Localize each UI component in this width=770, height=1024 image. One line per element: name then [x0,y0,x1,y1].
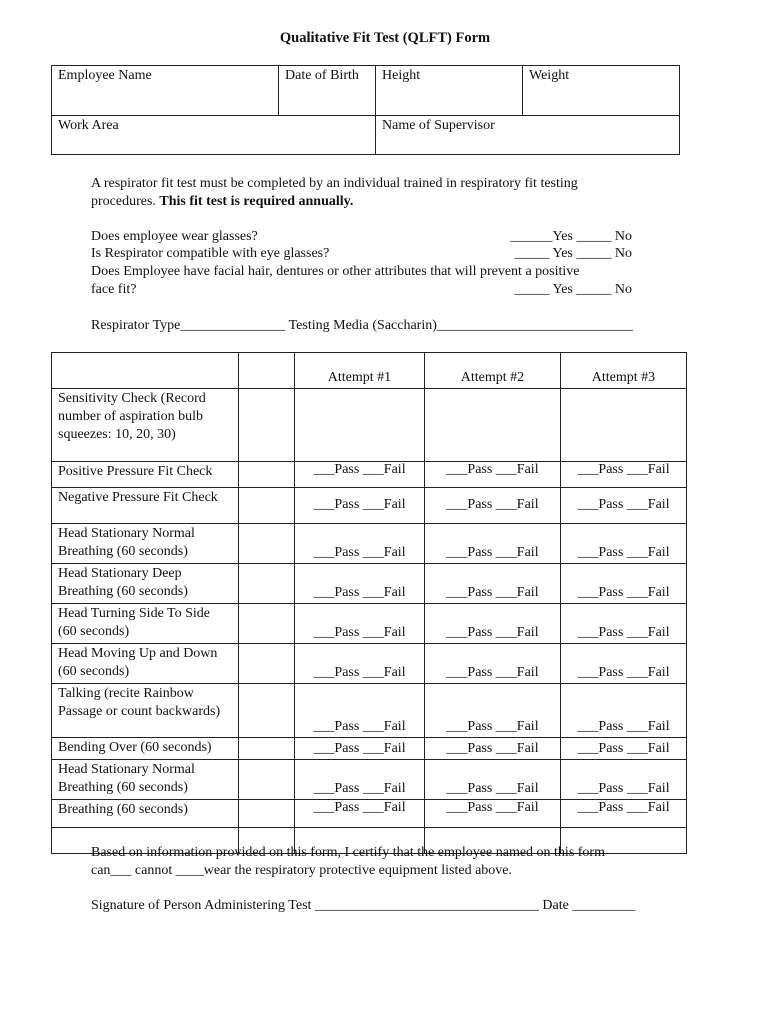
pass-fail-attempt-2[interactable]: ___Pass ___Fail [425,462,561,488]
blank-cell [239,760,295,800]
work-area-field[interactable] [52,116,376,155]
header-blank-cell [239,353,295,389]
intro-paragraph [91,175,636,211]
pass-fail-attempt-1[interactable]: ___Pass ___Fail [295,644,425,684]
question-facial-hair [91,264,651,281]
row-label-negative-pressure: Negative Pressure Fit Check [52,488,239,524]
pass-fail-attempt-1[interactable]: ___Pass ___Fail [295,604,425,644]
blank-cell [239,389,295,462]
attempt-1-header: Attempt #1 [295,353,425,389]
question-face-fit-answer[interactable]: _____ Yes _____ No [514,282,632,297]
pass-fail-attempt-1[interactable]: ___Pass ___Fail [295,488,425,524]
row-label-breathing: Breathing (60 seconds) [52,800,239,828]
row-label-head-turning: Head Turning Side To Side (60 seconds) [52,604,239,644]
blank-cell [239,800,295,828]
pass-fail-attempt-2[interactable]: ___Pass ___Fail [425,644,561,684]
supervisor-field[interactable] [376,116,680,155]
certification-line-2[interactable]: can___ cannot ____wear the respiratory protective equipment listed above. [91,863,513,878]
table-row [52,389,687,462]
pass-fail-attempt-2[interactable]: ___Pass ___Fail [425,800,561,828]
pass-fail-attempt-3[interactable]: ___Pass ___Fail [561,760,687,800]
blank-cell [239,564,295,604]
form-title: Qualitative Fit Test (QLFT) Form [279,30,491,46]
pass-fail-attempt-2[interactable]: ___Pass ___Fail [425,738,561,760]
pass-fail-attempt-1[interactable]: ___Pass ___Fail [295,738,425,760]
attempt-3-header: Attempt #3 [561,353,687,389]
row-label-talking: Talking (recite Rainbow Passage or count backwards) [52,684,239,738]
row-label-head-stationary-normal: Head Stationary Normal Breathing (60 seconds) [52,524,239,564]
question-face-fit-text: face fit? [91,282,137,297]
pass-fail-attempt-1[interactable]: ___Pass ___Fail [295,760,425,800]
employee-name-field[interactable] [52,66,279,116]
blank-cell [239,738,295,760]
fit-test-table [51,352,687,854]
signature-line[interactable]: Signature of Person Administering Test ________________________________ Date _________ [91,898,636,913]
date-of-birth-field[interactable] [279,66,376,116]
weight-field[interactable] [523,66,680,116]
pass-fail-attempt-1[interactable]: ___Pass ___Fail [295,684,425,738]
pass-fail-attempt-2[interactable]: ___Pass ___Fail [425,604,561,644]
question-face-fit [91,282,632,299]
row-label-head-stationary-normal-2: Head Stationary Normal Breathing (60 seconds) [52,760,239,800]
intro-line-1: A respirator fit test must be completed by an individual trained in respiratory fit testing [91,176,578,191]
intro-line-2: procedures. [91,194,156,209]
blank-cell [239,604,295,644]
table-row [52,738,687,760]
height-field[interactable] [376,66,523,116]
pass-fail-attempt-3[interactable]: ___Pass ___Fail [561,684,687,738]
row-label-positive-pressure: Positive Pressure Fit Check [52,462,239,488]
question-glasses [91,229,632,246]
table-row [52,760,687,800]
table-row [52,524,687,564]
table-row [52,800,687,828]
annual-requirement-text: This fit test is required annually. [159,194,354,209]
table-row [52,564,687,604]
pass-fail-attempt-2[interactable]: ___Pass ___Fail [425,564,561,604]
pass-fail-attempt-1[interactable]: ___Pass ___Fail [295,564,425,604]
pass-fail-attempt-3[interactable]: ___Pass ___Fail [561,462,687,488]
table-row [52,462,687,488]
date-of-birth-label: Date of Birth [285,68,359,83]
pass-fail-attempt-2[interactable]: ___Pass ___Fail [425,524,561,564]
table-row [52,684,687,738]
pass-fail-attempt-2[interactable]: ___Pass ___Fail [425,760,561,800]
row-label-head-stationary-deep: Head Stationary Deep Breathing (60 seconds) [52,564,239,604]
question-glasses-text: Does employee wear glasses? [91,229,258,244]
pass-fail-attempt-3[interactable]: ___Pass ___Fail [561,644,687,684]
blank-cell [239,524,295,564]
attempt-1-cell[interactable] [295,389,425,462]
certification-paragraph [91,844,691,880]
pass-fail-attempt-1[interactable]: ___Pass ___Fail [295,462,425,488]
blank-cell [239,462,295,488]
pass-fail-attempt-2[interactable]: ___Pass ___Fail [425,488,561,524]
attempt-2-header: Attempt #2 [425,353,561,389]
pass-fail-attempt-1[interactable]: ___Pass ___Fail [295,524,425,564]
employee-info-table [51,65,680,155]
pass-fail-attempt-1[interactable]: ___Pass ___Fail [295,800,425,828]
blank-cell [239,684,295,738]
respirator-type-line[interactable]: Respirator Type_______________ Testing Media (Saccharin)____________________________ [91,318,633,333]
supervisor-label: Name of Supervisor [382,118,495,133]
employee-name-label: Employee Name [58,68,152,83]
question-compatible-answer[interactable]: _____ Yes _____ No [514,246,632,261]
pass-fail-attempt-3[interactable]: ___Pass ___Fail [561,604,687,644]
question-facial-hair-text: Does Employee have facial hair, dentures or other attributes that will prevent a positive [91,264,580,279]
row-label-bending-over: Bending Over (60 seconds) [52,738,239,760]
blank-cell [239,644,295,684]
table-header-row [52,353,687,389]
header-blank-cell [52,353,239,389]
question-compatible-text: Is Respirator compatible with eye glasses? [91,246,330,261]
table-row [52,488,687,524]
work-area-label: Work Area [58,118,119,133]
pass-fail-attempt-3[interactable]: ___Pass ___Fail [561,564,687,604]
attempt-3-cell[interactable] [561,389,687,462]
table-row [52,604,687,644]
pass-fail-attempt-3[interactable]: ___Pass ___Fail [561,738,687,760]
table-row [52,644,687,684]
pass-fail-attempt-2[interactable]: ___Pass ___Fail [425,684,561,738]
height-label: Height [382,68,421,83]
certification-line-1: Based on information provided on this form, I certify that the employee named on this form [91,845,605,860]
attempt-2-cell[interactable] [425,389,561,462]
row-label-sensitivity-check: Sensitivity Check (Record number of aspiration bulb squeezes: 10, 20, 30) [52,389,239,462]
question-glasses-answer[interactable]: ______Yes _____ No [510,229,632,244]
pass-fail-attempt-3[interactable]: ___Pass ___Fail [561,488,687,524]
row-label-head-moving: Head Moving Up and Down (60 seconds) [52,644,239,684]
pass-fail-attempt-3[interactable]: ___Pass ___Fail [561,800,687,828]
question-compatible [91,246,632,263]
blank-cell [239,488,295,524]
weight-label: Weight [529,68,570,83]
pass-fail-attempt-3[interactable]: ___Pass ___Fail [561,524,687,564]
